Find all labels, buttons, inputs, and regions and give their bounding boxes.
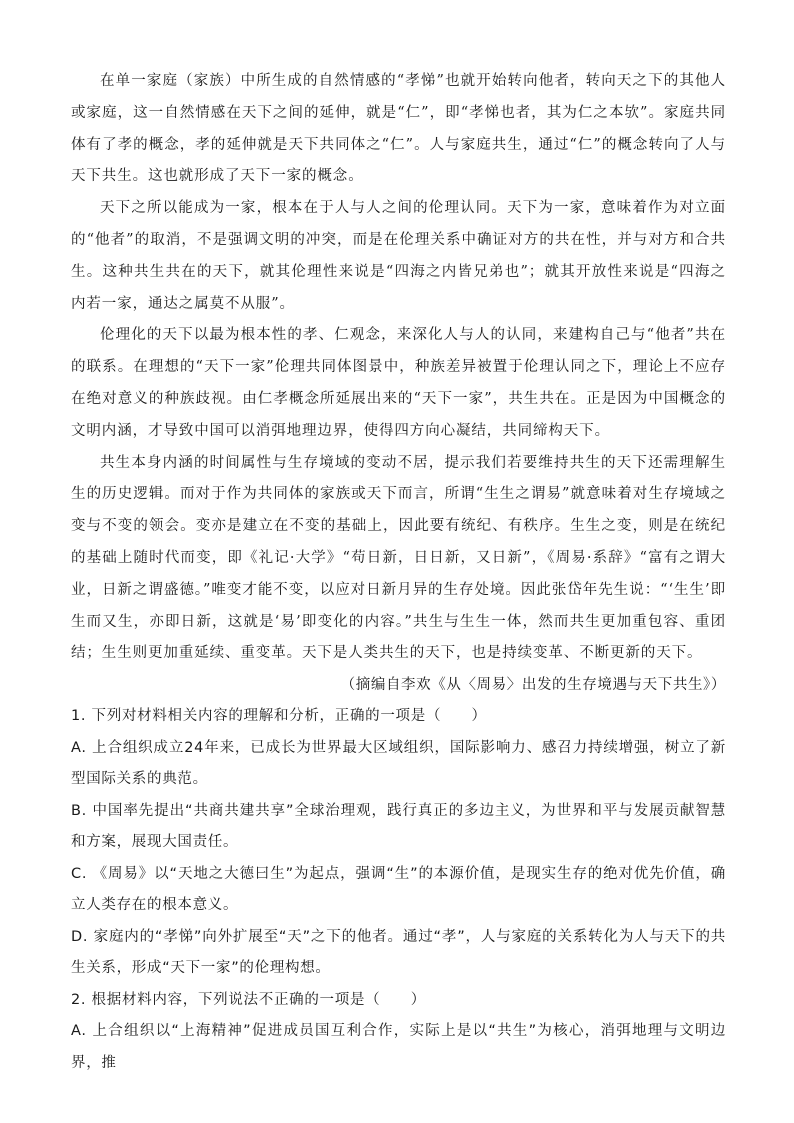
paragraph-2: 天下之所以能成为一家，根本在于人与人之间的伦理认同。天下为一家，意味着作为对立面的“他者”的取消，不是强调文明的冲突，而是在伦理关系中确证对方的共在性，并与对方和合共生。这种共生共在的天下，就其伦理性来说是“四海之内皆兄弟也”；就其开放性来说是“四海之内若一家，通达之属莫不从服”。 xyxy=(71,200,726,312)
question-2-stem: 2. 根据材料内容，下列说法不正确的一项是（ ） xyxy=(71,991,426,1008)
source-citation: （摘编自李欢《从〈周易〉出发的生存境遇与天下共生》） xyxy=(340,677,726,694)
question-2-option-a: A. 上合组织以“上海精神”促进成员国互利合作，实际上是以“共生”为核心，消弭地理与文明边界，推 xyxy=(71,1023,726,1071)
question-1-option-a: A. 上合组织成立24年来，已成长为世界最大区域组织，国际影响力、感召力持续增强，树立了新型国际关系的典范。 xyxy=(71,739,726,788)
paragraph-4: 共生本身内涵的时间属性与生存境域的变动不居，提示我们若要维持共生的天下还需理解生生的历史逻辑。而对于作为共同体的家族或天下而言，所谓“生生之谓易”就意味着对生存境域之变与不变的领会。变亦是建立在不变的基础上，因此要有统纪、有秩序。生生之变，则是在统纪的基础上随时代而变，即《礼记·大学》“苟日新，日日新，又日新”，《周易·系辞》“富有之谓大业，日新之谓盛德。”唯变才能不变，以应对日新月异的生存处境。因此张岱年先生说：“‘生生’即生而又生，亦即日新，这就是‘易’即变化的内容。”共生与生生一体，然而共生更加重包容、重团结；生生则更加重延续、重变革。天下是人类共生的天下，也是持续变革、不断更新的天下。 xyxy=(71,454,726,662)
paragraph-1: 在单一家庭（家族）中所生成的自然情感的“孝悌”也就开始转向他者，转向天之下的其他人或家庭，这一自然情感在天下之间的延伸，就是“仁”，即“孝悌也者，其为仁之本欤”。家庭共同体有了孝的概念，孝的延伸就是天下共同体之“仁”。人与家庭共生，通过“仁”的概念转向了人与天下共生。这也就形成了天下一家的概念。 xyxy=(71,73,726,185)
paragraph-3: 伦理化的天下以最为根本性的孝、仁观念，来深化人与人的认同，来建构自己与“他者”共在的联系。在理想的“天下一家”伦理共同体图景中，种族差异被置于伦理认同之下，理论上不应存在绝对意义的种族歧视。由仁孝概念所延展出来的“天下一家”，共生共在。正是因为中国概念的文明内涵，才导致中国可以消弭地理边界，使得四方向心凝结，共同缔构天下。 xyxy=(71,327,726,439)
question-1-option-d: D. 家庭内的“孝悌”向外扩展至“天”之下的他者。通过“孝”，人与家庭的关系转化为人与天下的共生关系，形成“天下一家”的伦理构想。 xyxy=(71,928,726,977)
question-1-option-c: C. 《周易》以“天地之大德曰生”为起点，强调“生”的本源价值，是现实生存的绝对优先价值，确立人类存在的根本意义。 xyxy=(71,865,726,914)
question-1-option-b: B. 中国率先提出“共商共建共享”全球治理观，践行真正的多边主义，为世界和平与发展贡献智慧和方案，展现大国责任。 xyxy=(71,802,726,851)
question-1-stem: 1. 下列对材料相关内容的理解和分析，正确的一项是（ ） xyxy=(71,708,487,725)
